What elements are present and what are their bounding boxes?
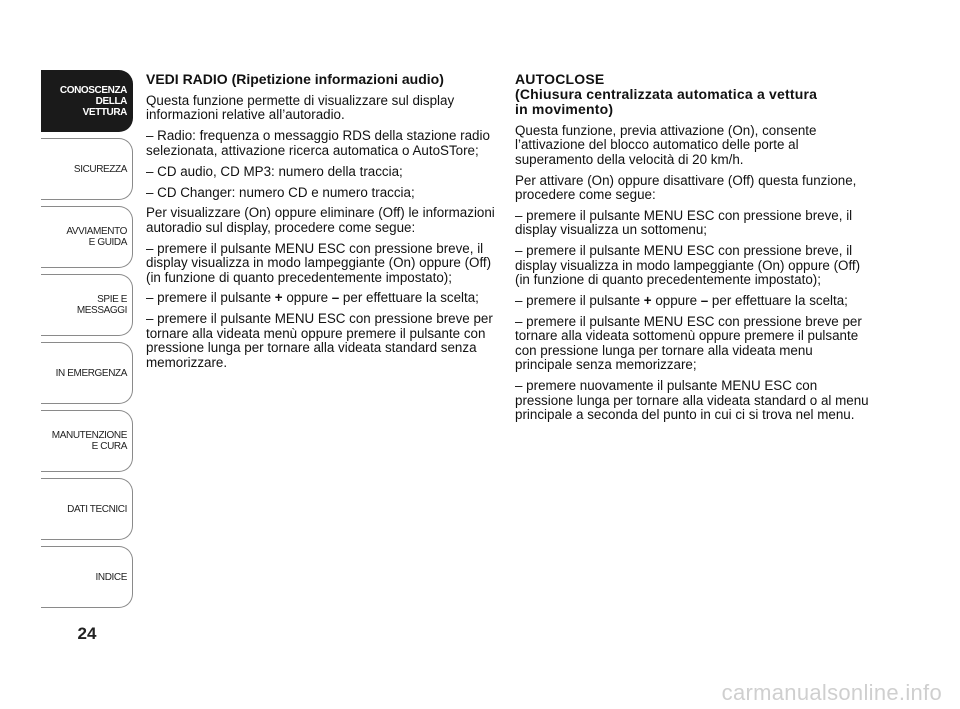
paragraph: – CD audio, CD MP3: numero della traccia; bbox=[146, 163, 403, 179]
tab-manutenzione-e-cura[interactable]: MANUTENZIONE E CURA bbox=[41, 410, 133, 472]
tab-dati-tecnici[interactable]: DATI TECNICI bbox=[41, 478, 133, 540]
text: oppure bbox=[282, 290, 332, 306]
paragraph: – premere il pulsante MENU ESC con pressione breve per tornare alla videata sottomenù oppure premere il pulsante con pressione lunga per tornare alla videata menu principale senza memorizzare; bbox=[515, 313, 862, 373]
paragraph: – premere il pulsante MENU ESC con pressione breve, il display visualizza un sottomenu; bbox=[515, 208, 853, 238]
tab-conoscenza-della-vettura[interactable]: CONOSCENZA DELLA VETTURA bbox=[41, 70, 133, 132]
vedi-radio-section bbox=[146, 72, 498, 377]
title-line: in movimento) bbox=[515, 101, 614, 117]
autoclose-section bbox=[515, 72, 871, 429]
watermark: carmanualsonline.info bbox=[721, 680, 942, 705]
tab-spie-e-messaggi[interactable]: SPIE E MESSAGGI bbox=[41, 274, 133, 336]
paragraph-select bbox=[515, 294, 871, 308]
chapter-tabs bbox=[41, 70, 133, 614]
paragraph: Per visualizzare (On) oppure eliminare (Off) le informazioni autoradio sul display, procedere come segue: bbox=[146, 205, 495, 235]
paragraph-select bbox=[146, 291, 498, 305]
paragraph: Per attivare (On) oppure disattivare (Off) questa funzione, procedere come segue: bbox=[515, 172, 857, 203]
text: – premere il pulsante bbox=[515, 293, 644, 309]
page-number: 24 bbox=[77, 624, 97, 643]
text: per effettuare la scelta; bbox=[339, 290, 479, 306]
tab-in-emergenza[interactable]: IN EMERGENZA bbox=[41, 342, 133, 404]
title-line: AUTOCLOSE bbox=[515, 71, 605, 87]
text: oppure bbox=[651, 293, 701, 309]
paragraph: – Radio: frequenza o messaggio RDS della stazione radio selezionata, attivazione ricerca automatica o AutoSTore; bbox=[146, 128, 490, 158]
paragraph: Questa funzione permette di visualizzare sul display informazioni relative all’autoradio. bbox=[146, 93, 455, 123]
plus-symbol: + bbox=[274, 290, 283, 306]
title-line: (Chiusura centralizzata automatica a vettura bbox=[515, 86, 818, 102]
paragraph: – premere il pulsante MENU ESC con pressione breve, il display visualizza in modo lampeggiante (On) oppure (Off) (in funzione di quanto precedentemente impostato); bbox=[515, 243, 861, 288]
minus-symbol: – bbox=[700, 293, 709, 309]
paragraph: – premere il pulsante MENU ESC con pressione breve per tornare alla videata menù oppure premere il pulsante con pressione lunga per tornare alla videata standard senza memorizzare. bbox=[146, 311, 493, 370]
tab-sicurezza[interactable]: SICUREZZA bbox=[41, 138, 133, 200]
section-title bbox=[515, 72, 871, 117]
text: – premere il pulsante bbox=[146, 290, 275, 306]
tab-avviamento-e-guida[interactable]: AVVIAMENTO E GUIDA bbox=[41, 206, 133, 268]
paragraph: – premere nuovamente il pulsante MENU ESC con pressione lunga per tornare alla videata standard o al menu principale a seconda del punto in cui ci si trova nel menu. bbox=[515, 378, 869, 422]
section-title: VEDI RADIO (Ripetizione informazioni audio) bbox=[146, 71, 444, 87]
paragraph: Questa funzione, previa attivazione (On), consente l’attivazione del blocco automatico delle porte al superamento della velocità di 20 km/h. bbox=[515, 123, 817, 167]
tab-indice[interactable]: INDICE bbox=[41, 546, 133, 608]
plus-symbol: + bbox=[643, 293, 652, 309]
paragraph: – CD Changer: numero CD e numero traccia; bbox=[146, 184, 415, 200]
paragraph: – premere il pulsante MENU ESC con pressione breve, il display visualizza in modo lampeggiante (On) oppure (Off) (in funzione di quanto precedentemente impostato); bbox=[146, 240, 492, 285]
minus-symbol: – bbox=[331, 290, 340, 306]
text: per effettuare la scelta; bbox=[708, 293, 848, 309]
